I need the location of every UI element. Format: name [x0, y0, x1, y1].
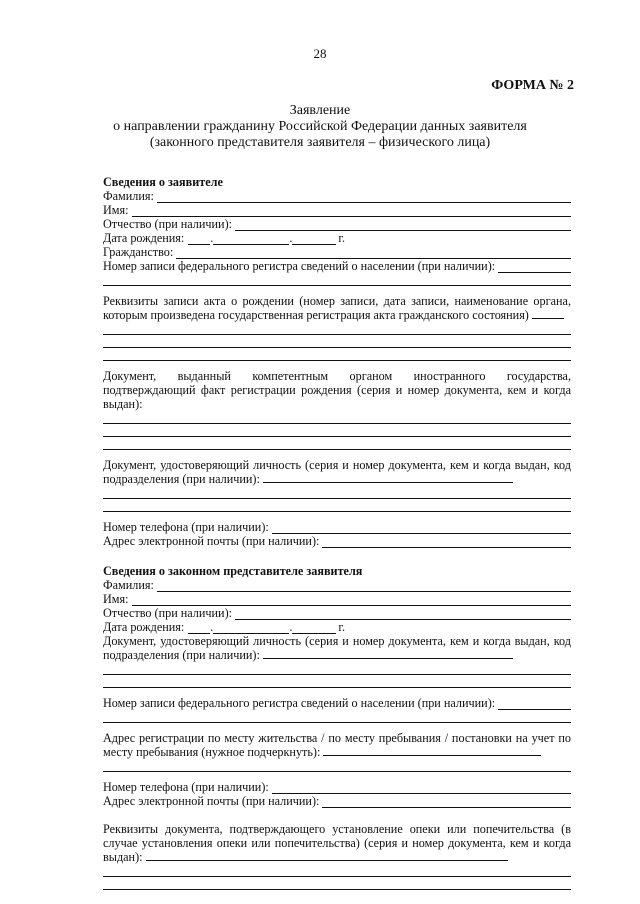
rep-name-label: Имя:: [103, 592, 129, 606]
form-body: Сведения о заявителе Фамилия: Имя: Отчество (при наличии): Дата рождения: . . г. Гражданство: Номер записи федерального регистра сведений о населении (при наличии): Реквизиты записи акта о рождении (номер записи, дата записи, наименование органа, которым произведена государственная регистрация акта гражданского состояния) Документ, выданный компетентным органом иностранного государства, подтверждающий факт регистрации рождения (серия и номер документа, кем и когда выдан): Документ, удостоверяющий личность (серия и номер документа, кем и когда выдан, код подразделения (при наличии): Номер телефона (при наличии): Адрес электронной почты (при наличии): Сведения о законном представителе заявителя Фамилия: Имя: Отчество (при наличии): Дата рождения: . . г. Документ, удостоверяющий личность (серия и номер документа, кем и когда выдан, код подразделения (при наличии): Номер записи федерального регистра сведений о населении (при наличии): Адрес регистрации по месту жительства / по месту пребывания / постановки на учет по месту пребывания (нужное подчеркнуть): Номер телефона (при наличии): Адрес электронной почты (при наличии): Реквизиты документа, подтверждающего установление опеки или попечительства (в случае установления опеки или попечительства) (серия и номер документа, кем и когда выдан):: [103, 175, 571, 890]
applicant-register-label: Номер записи федерального регистра сведений о населении (при наличии):: [103, 259, 496, 273]
applicant-foreign-doc-label: Документ, выданный компетентным органом иностранного государства, подтверждающий факт регистрации рождения (серия и номер документа, кем и когда выдан):: [103, 369, 571, 411]
form-number: ФОРМА № 2: [491, 78, 574, 93]
rep-surname-label: Фамилия:: [103, 578, 154, 592]
applicant-birth-date-label: Дата рождения:: [103, 231, 185, 245]
applicant-id-doc-label: Документ, удостоверяющий личность (серия и номер документа, кем и когда выдан, код подразделения (при наличии):: [103, 458, 571, 486]
applicant-birth-year-field[interactable]: [292, 234, 336, 245]
applicant-foreign-doc-line-3[interactable]: [103, 437, 571, 450]
rep-name-field[interactable]: [132, 594, 571, 606]
applicant-name-field[interactable]: [132, 205, 571, 217]
rep-id-doc-line-2[interactable]: [103, 675, 571, 688]
applicant-register-field[interactable]: [498, 261, 571, 273]
applicant-phone-label: Номер телефона (при наличии):: [103, 520, 269, 534]
applicant-patronymic-field[interactable]: [235, 219, 571, 231]
rep-email-field[interactable]: [322, 796, 571, 808]
rep-birth-month-field[interactable]: [213, 623, 289, 634]
applicant-id-doc-inline-field[interactable]: [263, 472, 513, 483]
applicant-birth-act-inline-field[interactable]: [532, 308, 564, 319]
applicant-foreign-doc-line-2[interactable]: [103, 424, 571, 437]
rep-address-label: Адрес регистрации по месту жительства / по месту пребывания / постановки на учет по месту пребывания (нужное подчеркнуть):: [103, 731, 571, 759]
applicant-citizenship-label: Гражданство:: [103, 245, 174, 259]
rep-patronymic-label: Отчество (при наличии):: [103, 606, 233, 620]
rep-id-doc-line-1[interactable]: [103, 662, 571, 675]
applicant-id-doc-line-2[interactable]: [103, 499, 571, 512]
page-number: 28: [313, 46, 327, 61]
applicant-heading: Сведения о заявителе: [103, 175, 223, 189]
rep-register-field[interactable]: [498, 698, 571, 710]
rep-address-line-1[interactable]: [103, 759, 571, 772]
applicant-register-line[interactable]: [103, 273, 571, 286]
rep-id-doc-label: Документ, удостоверяющий личность (серия и номер документа, кем и когда выдан, код подразделения (при наличии):: [103, 634, 571, 662]
rep-birth-year-field[interactable]: [292, 623, 336, 634]
rep-surname-field[interactable]: [157, 580, 571, 592]
representative-heading: Сведения о законном представителе заявителя: [103, 564, 363, 578]
rep-address-inline-field[interactable]: [323, 745, 541, 756]
rep-phone-label: Номер телефона (при наличии):: [103, 780, 269, 794]
applicant-email-field[interactable]: [322, 536, 571, 548]
applicant-birth-act-label: Реквизиты записи акта о рождении (номер записи, дата записи, наименование органа, которым произведена государственная регистрация акта гражданского состояния): [103, 294, 571, 322]
rep-register-label: Номер записи федерального регистра сведений о населении (при наличии):: [103, 696, 496, 710]
applicant-email-label: Адрес электронной почты (при наличии):: [103, 534, 320, 548]
applicant-birth-act-line-3[interactable]: [103, 348, 571, 361]
rep-phone-field[interactable]: [272, 782, 571, 794]
applicant-foreign-doc-line-1[interactable]: [103, 411, 571, 424]
applicant-birth-month-field[interactable]: [213, 234, 289, 245]
rep-guardianship-line-2[interactable]: [103, 877, 571, 890]
rep-patronymic-field[interactable]: [235, 608, 571, 620]
applicant-surname-field[interactable]: [157, 191, 571, 203]
applicant-citizenship-field[interactable]: [176, 247, 571, 259]
rep-birth-date-label: Дата рождения:: [103, 620, 185, 634]
rep-guardianship-label: Реквизиты документа, подтверждающего установление опеки или попечительства (в случае установления опеки или попечительства) (серия и номер документа, кем и когда выдан):: [103, 822, 571, 864]
rep-birth-day-field[interactable]: [188, 623, 210, 634]
applicant-patronymic-label: Отчество (при наличии):: [103, 217, 233, 231]
rep-birth-year-suffix: г.: [338, 620, 346, 634]
applicant-surname-label: Фамилия:: [103, 189, 154, 203]
rep-guardianship-inline-field[interactable]: [146, 850, 508, 861]
rep-id-doc-inline-field[interactable]: [263, 648, 513, 659]
rep-email-label: Адрес электронной почты (при наличии):: [103, 794, 320, 808]
rep-guardianship-line-1[interactable]: [103, 864, 571, 877]
applicant-birth-act-line-1[interactable]: [103, 322, 571, 335]
applicant-birth-act-line-2[interactable]: [103, 335, 571, 348]
title-line-1: Заявление: [289, 103, 351, 118]
applicant-birth-day-field[interactable]: [188, 234, 210, 245]
applicant-id-doc-line-1[interactable]: [103, 486, 571, 499]
applicant-name-label: Имя:: [103, 203, 129, 217]
title-line-2: о направлении гражданину Российской Федерации данных заявителя: [113, 119, 527, 134]
title-line-3: (законного представителя заявителя – физического лица): [149, 135, 491, 150]
rep-register-line[interactable]: [103, 710, 571, 723]
applicant-phone-field[interactable]: [272, 522, 571, 534]
document-title: [0, 103, 640, 151]
applicant-birth-year-suffix: г.: [338, 231, 346, 245]
